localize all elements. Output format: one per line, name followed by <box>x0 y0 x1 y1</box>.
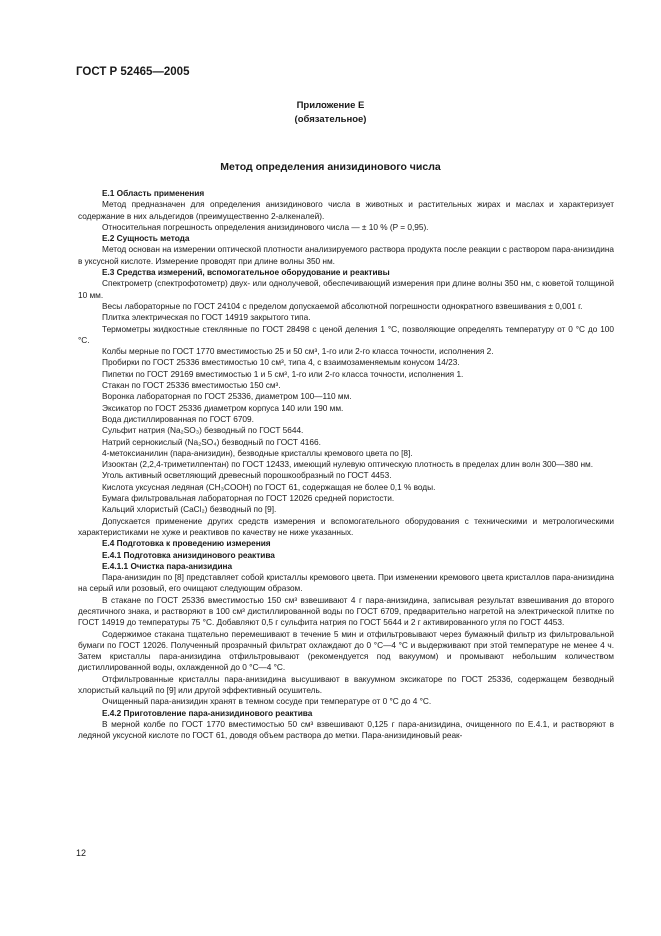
paragraph: Относительная погрешность определения анизидинового числа — ± 10 % (P = 0,95). <box>102 221 429 232</box>
equipment-item: Вода дистиллированная по ГОСТ 6709. <box>102 413 254 424</box>
equipment-item: Воронка лабораторная по ГОСТ 25336, диаметром 100—110 мм. <box>102 391 352 402</box>
section-heading-e411: Е.4.1.1 Очистка пара-анизидина <box>102 560 233 571</box>
equipment-item: Изооктан (2,2,4-триметилпентан) по ГОСТ 12433, имеющий нулевую оптическую плотность в пределах длин волн 300—380 нм. <box>102 459 594 470</box>
section-heading-e3: Е.3 Средства измерений, вспомогательное оборудование и реактивы <box>102 267 390 278</box>
equipment-item: 4-метоксианилин (пара-анизидин), безводные кристаллы кремового цвета по [8]. <box>102 447 413 458</box>
paragraph: Очищенный пара-анизидин хранят в темном сосуде при температуре от 0 °С до 4 °С. <box>102 696 432 707</box>
annex-status: (обязательное) <box>294 114 367 125</box>
paragraph: В мерной колбе по ГОСТ 1770 вместимостью 50 см³ взвешивают 0,125 г пара-анизидина, очищенного по Е.4.1, и растворяют в ледяной уксусной кислоте по ГОСТ 61, доводя объем раствора до метки. Пара-анизидиновый реак- <box>78 718 614 741</box>
paragraph: Содержимое стакана тщательно перемешивают в течение 5 мин и отфильтровывают через бумажный фильтр из фильтровальной бумаги по ГОСТ 12026. Полученный прозрачный фильтрат охлаждают до 0 °С—4 °С и выдерживают при этой температуре не менее 4 ч. Затем кристаллы пара-анизидина отфильтровывают (рекомендуется под вакуумом) и промывают небольшим количеством дистиллированной воды, охлажденной до 0 °С—4 °С. <box>78 628 614 673</box>
paragraph: Отфильтрованные кристаллы пара-анизидина высушивают в вакуумном эксикаторе по ГОСТ 25336, содержащем безводный хлористый кальций по [9] или другой эффективный осушитель. <box>78 673 614 696</box>
annex-title: Приложение Е <box>296 100 365 111</box>
paragraph: Пара-анизидин по [8] представляет собой кристаллы кремового цвета. При изменении кремового цвета кристаллов пара-анизидина на серый или розовый, его очищают следующим образом. <box>78 572 614 594</box>
section-heading-e41: Е.4.1 Подготовка анизидинового реактива <box>102 549 275 560</box>
section-heading-e2: Е.2 Сущность метода <box>102 233 190 244</box>
equipment-item: Пробирки по ГОСТ 25336 вместимостью 10 см³, типа 4, с взаимозаменяемым конусом 14/23. <box>102 357 460 368</box>
equipment-item: Натрий сернокислый (Na₂SO₄) безводный по ГОСТ 4166. <box>102 436 321 447</box>
section-heading-e42: Е.4.2 Приготовление пара-анизидинового реактива <box>102 707 313 718</box>
equipment-item: Стакан по ГОСТ 25336 вместимостью 150 см³. <box>102 380 281 391</box>
equipment-item: Кислота уксусная ледяная (CH₃COOH) по ГОСТ 61, содержащая не более 0,1 % воды. <box>102 481 436 492</box>
equipment-item: Спектрометр (спектрофотометр) двух- или однолучевой, обеспечивающий измерения при длине волны 350 нм, с кюветой толщиной 10 мм. <box>78 278 614 300</box>
paragraph: Метод основан на измерении оптической плотности анализируемого раствора продукта после реакции с раствором пара-анизидина в уксусной кислоте. Измерение проводят при длине волны 350 нм. <box>78 244 614 266</box>
equipment-item: Бумага фильтровальная лабораторная по ГОСТ 12026 средней пористости. <box>102 493 395 504</box>
section-heading-e4: Е.4 Подготовка к проведению измерения <box>102 538 271 549</box>
equipment-item: Колбы мерные по ГОСТ 1770 вместимостью 25 и 50 см³, 1-го или 2-го класса точности, исполнения 2. <box>102 346 494 357</box>
equipment-item: Кальций хлористый (CaCl₂) безводный по [9]. <box>102 504 277 515</box>
equipment-item: Пипетки по ГОСТ 29169 вместимостью 1 и 5 см³, 1-го или 2-го класса точности, исполнения 1. <box>102 368 464 379</box>
equipment-item: Уголь активный осветляющий древесный порошкообразный по ГОСТ 4453. <box>102 470 392 481</box>
document-body <box>78 188 614 742</box>
equipment-item: Эксикатор по ГОСТ 25336 диаметром корпуса 140 или 190 мм. <box>102 402 344 413</box>
paragraph: Метод предназначен для определения анизидинового числа в животных и растительных жирах и маслах и характеризует содержание в них альдегидов (преимущественно 2-алкеналей). <box>78 199 614 221</box>
equipment-item: Термометры жидкостные стеклянные по ГОСТ 28498 с ценой деления 1 °С, позволяющие определять температуру от 0 °С до 100 °С. <box>78 323 614 345</box>
equipment-item: Плитка электрическая по ГОСТ 14919 закрытого типа. <box>102 312 311 323</box>
section-heading-e1: Е.1 Область применения <box>102 188 205 198</box>
paragraph: В стакане по ГОСТ 25336 вместимостью 150 см³ взвешивают 4 г пара-анизидина, записывая результат взвешивания до второго десятичного знака, и растворяют в 100 см³ дистиллированной воды по ГОСТ 6709, предварительно нагретой на электрической плитке по ГОСТ 14919 до температуры 75 °С. Добавляют 0,5 г сульфита натрия по ГОСТ 5644 и 2 г активированного угля по ГОСТ 4453. <box>78 594 614 628</box>
equipment-item: Весы лабораторные по ГОСТ 24104 с пределом допускаемой абсолютной погрешности однократного взвешивания ± 0,001 г. <box>102 300 583 311</box>
page-number: 12 <box>76 848 87 858</box>
equipment-item: Сульфит натрия (Na₂SO₃) безводный по ГОСТ 5644. <box>102 425 304 436</box>
method-title: Метод определения анизидинового числа <box>220 161 441 173</box>
annex-header <box>0 99 661 127</box>
equipment-item: Допускается применение других средств измерения и вспомогательного оборудования с техническими и метрологическими характеристиками не хуже и реактивов по качеству не ниже указанных. <box>78 515 614 537</box>
standard-code: ГОСТ Р 52465—2005 <box>76 66 190 78</box>
